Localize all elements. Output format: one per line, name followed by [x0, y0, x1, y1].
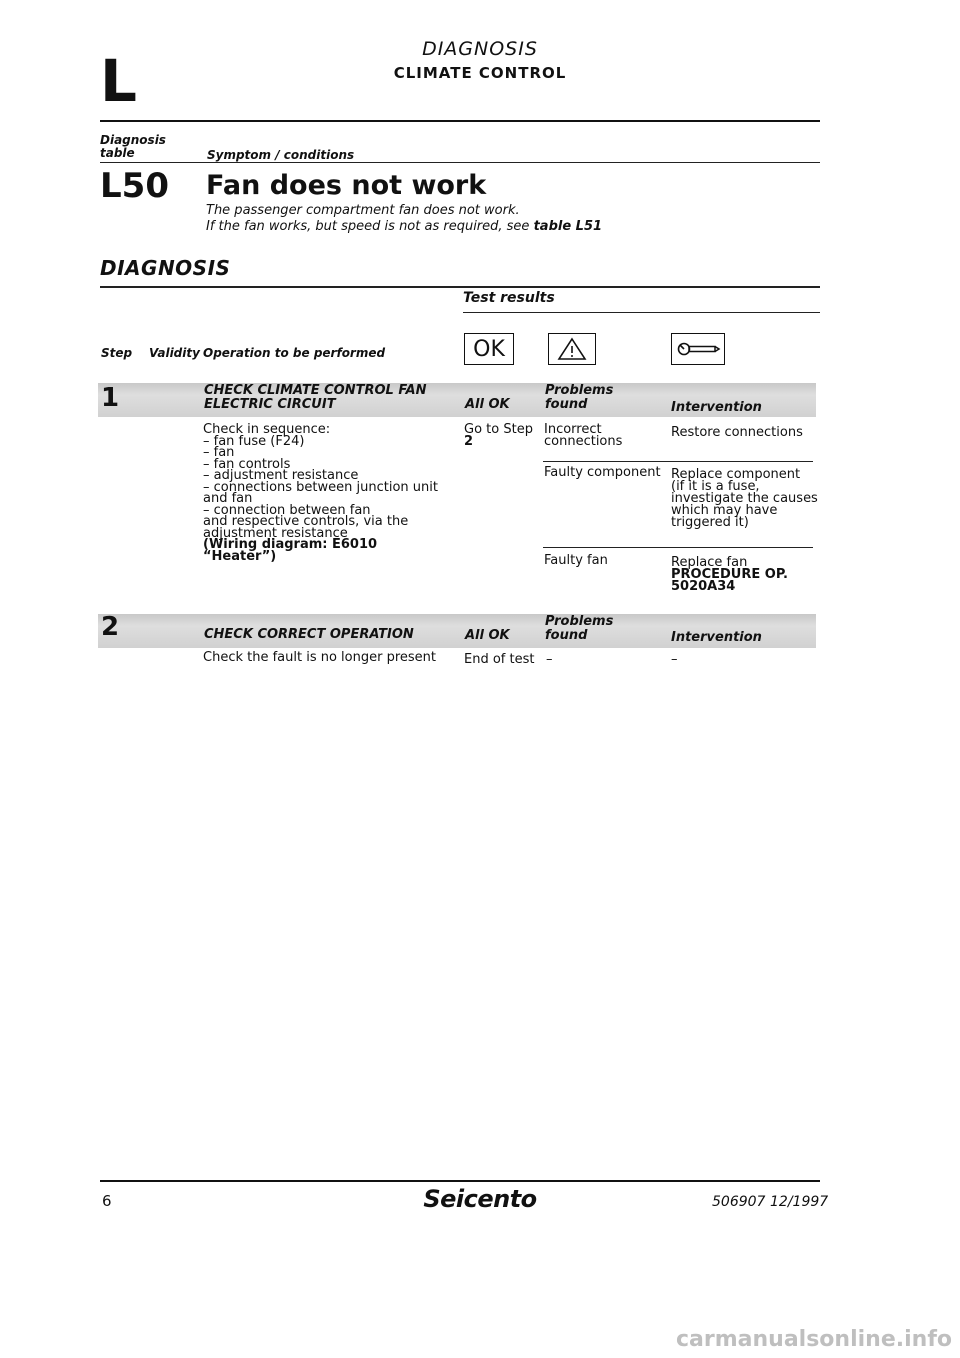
operation-line: and respective controls, via the	[203, 514, 409, 529]
intervention-line: investigate the causes	[671, 491, 818, 506]
column-step: Step	[101, 346, 133, 360]
diagnosis-label-line1: Diagnosis	[100, 133, 166, 147]
procedure-reference: PROCEDURE OP.	[671, 567, 788, 582]
intervention-line: (if it is a fuse,	[671, 479, 760, 494]
step-1-band	[98, 383, 816, 417]
wiring-diagram-reference: (Wiring diagram: E6010 “Heater”)	[203, 537, 378, 564]
step-1-number: 1	[101, 383, 120, 413]
result-2-rule	[543, 547, 813, 548]
operation-line: Check in sequence:	[203, 422, 331, 437]
table-reference-link[interactable]: table L51	[533, 219, 603, 234]
table-code: L50	[100, 166, 169, 206]
procedure-code: 5020A34	[671, 579, 736, 594]
header-rule	[100, 120, 820, 122]
problem-line: Faulty fan	[544, 553, 608, 568]
problem-line: Faulty component	[544, 465, 661, 480]
step-2-number: 2	[101, 612, 120, 642]
step-2-problems-line2: found	[545, 628, 588, 643]
step-1-all-ok	[464, 424, 533, 448]
column-validity: Validity	[149, 346, 200, 360]
page-header-title: DIAGNOSIS	[422, 38, 538, 60]
watermark: carmanualsonline.info	[676, 1327, 952, 1352]
footer-rule	[100, 1180, 820, 1182]
operation-line: and fan	[203, 491, 253, 506]
page-number: 6	[102, 1192, 112, 1210]
step-1-title	[204, 384, 427, 412]
result-3-intervention	[671, 557, 788, 593]
ok-icon-label: OK	[473, 336, 505, 362]
intervention-line: Replace component	[671, 467, 801, 482]
step-2-intervention-header: Intervention	[671, 630, 762, 645]
symptom-conditions-label: Symptom / conditions	[207, 148, 355, 162]
step-2-operation: Check the fault is no longer present	[203, 650, 437, 665]
step-1-problems-line1: Problems	[545, 383, 614, 398]
intervention-line: Restore connections	[671, 425, 803, 440]
result-1-problem	[544, 424, 622, 448]
step-1-problems-line2: found	[545, 397, 588, 412]
result-1-intervention	[671, 427, 803, 439]
operation-line: – fan fuse (F24)	[203, 433, 305, 449]
description-line2	[206, 219, 602, 234]
symptom-rule	[100, 162, 820, 163]
step-1-title-line1: CHECK CLIMATE CONTROL FAN	[204, 383, 427, 398]
operation-line: adjustment resistance	[203, 525, 348, 541]
table-title: Fan does not work	[206, 170, 487, 201]
operation-line: – adjustment resistance	[203, 468, 359, 483]
result-2-intervention	[671, 469, 818, 529]
step-2-title: CHECK CORRECT OPERATION	[204, 627, 414, 642]
step-2-all-ok: End of test	[464, 652, 535, 667]
step-2-problems-header	[545, 615, 613, 643]
diagnosis-label-line2: table	[100, 146, 135, 160]
step-2-problem: –	[546, 652, 553, 667]
description-line1: The passenger compartment fan does not work.	[206, 203, 520, 218]
section-letter: L	[100, 47, 137, 115]
diagnosis-rule	[100, 286, 820, 288]
step-1-intervention-header: Intervention	[671, 400, 762, 415]
result-1-rule	[543, 461, 813, 462]
go-to-step-text: Go to Step	[464, 422, 533, 437]
operation-line: – fan controls	[203, 456, 291, 472]
operation-line: – connections between junction unit	[203, 479, 438, 495]
step-1-title-line2: ELECTRIC CIRCUIT	[204, 397, 336, 412]
operation-line: – fan	[203, 445, 235, 460]
step-2-band	[98, 614, 816, 648]
step-2-intervention: –	[671, 652, 678, 667]
diagnosis-section-heading: DIAGNOSIS	[100, 256, 231, 280]
test-results-label: Test results	[463, 290, 555, 306]
step-2-problems-line1: Problems	[545, 614, 614, 629]
wrench-icon	[671, 333, 725, 365]
step-1-problems-header	[545, 384, 613, 412]
step-1-operation	[203, 424, 453, 562]
operation-line: – connection between fan	[203, 502, 371, 518]
intervention-line: triggered it)	[671, 515, 749, 530]
step-2-all-ok-header: All OK	[465, 628, 510, 643]
diagnosis-table-label	[100, 134, 166, 160]
go-to-step-number: 2	[464, 434, 474, 449]
document-number: 506907	[712, 1194, 766, 1210]
problem-line: Incorrect	[544, 422, 602, 437]
column-operation: Operation to be performed	[203, 346, 386, 360]
step-1-all-ok-header: All OK	[465, 397, 510, 412]
result-2-problem	[544, 467, 661, 479]
intervention-line: Replace fan	[671, 555, 748, 570]
description-line2-text: If the fan works, but speed is not as required, see	[206, 219, 534, 234]
ok-icon	[464, 333, 514, 365]
brand-logo: Seicento	[423, 1185, 537, 1213]
result-3-problem	[544, 555, 608, 567]
intervention-line: which may have	[671, 503, 778, 518]
test-results-rule	[463, 312, 820, 313]
warning-triangle-icon	[548, 333, 596, 365]
document-date: 12/1997	[770, 1194, 829, 1210]
problem-line: connections	[544, 434, 623, 449]
page-header-subtitle: CLIMATE CONTROL	[393, 64, 567, 82]
